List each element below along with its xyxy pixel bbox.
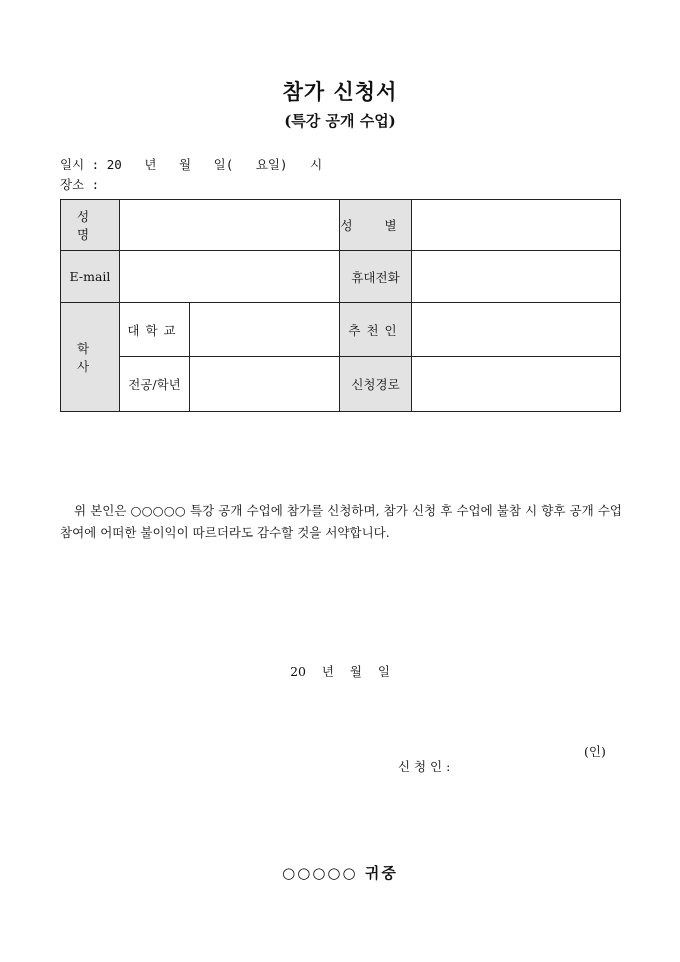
recommender-field[interactable] — [412, 303, 621, 357]
form-row-university — [61, 303, 621, 357]
document-title: 참가 신청서 — [282, 79, 398, 104]
form-row-name — [61, 200, 621, 251]
email-label: E-mail — [61, 251, 120, 303]
recipient-line: ○○○○○ 귀중 — [282, 864, 398, 882]
university-label: 대학교 — [120, 303, 190, 357]
signature-date: 20 년 월 일 — [290, 664, 390, 679]
document-subtitle: (특강 공개 수업) — [284, 112, 396, 130]
recommender-label: 추천인 — [340, 303, 412, 357]
form-row-major — [61, 357, 621, 412]
applicant-label: 신 청 인 : — [397, 759, 451, 774]
major-year-field[interactable] — [190, 357, 340, 412]
place-line: 장소 : — [60, 177, 100, 192]
pledge-text: 위 본인은 ○○○○○ 특강 공개 수업에 참가를 신청하며, 참가 신청 후 수업에 불참 시 향후 공개 수업 참여에 어떠한 불이익이 따르더라도 감수할 것을 서약합니다. — [60, 503, 622, 540]
apply-route-label: 신청경로 — [340, 357, 412, 412]
name-field[interactable] — [120, 200, 340, 251]
university-field[interactable] — [190, 303, 340, 357]
major-year-label: 전공/학년 — [120, 357, 190, 412]
pledge-statement — [60, 500, 622, 544]
apply-route-field[interactable] — [412, 357, 621, 412]
applicant-signature-line — [390, 742, 606, 790]
phone-label: 휴대전화 — [340, 251, 412, 303]
email-field[interactable] — [120, 251, 340, 303]
application-form-table — [60, 199, 621, 412]
date-time-line: 일시 : 20 년 월 일( 요일) 시 — [60, 157, 323, 172]
phone-field[interactable] — [412, 251, 621, 303]
gender-label: 성 별 — [340, 200, 412, 251]
name-label: 성 명 — [61, 200, 120, 251]
academic-label: 학 사 — [61, 303, 120, 412]
form-row-contact — [61, 251, 621, 303]
seal-mark: (인) — [584, 744, 606, 759]
gender-field[interactable] — [412, 200, 621, 251]
